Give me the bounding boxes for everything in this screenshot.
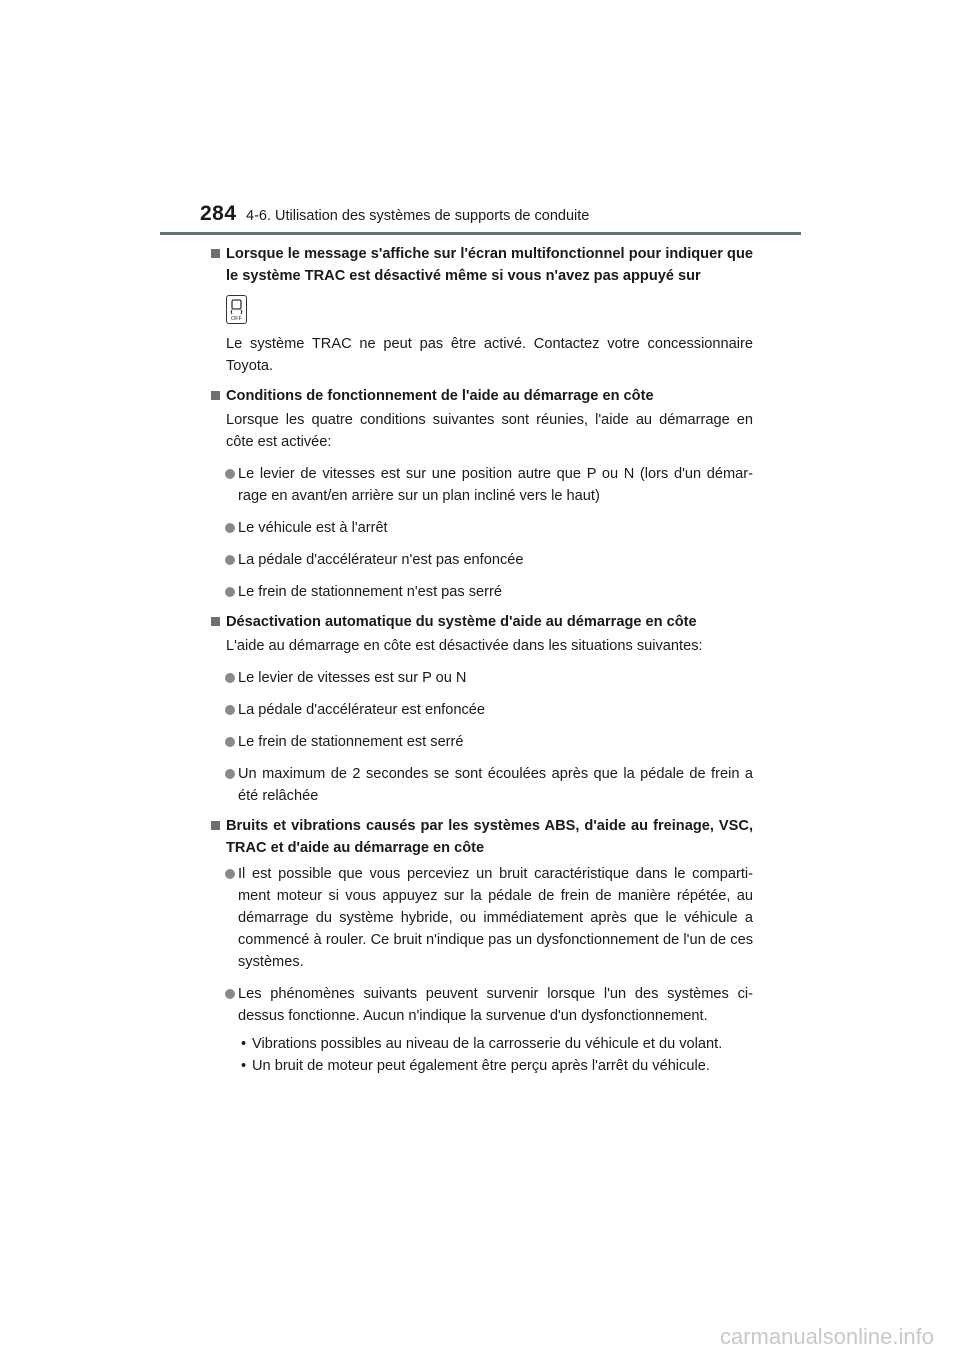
auto-cancel-intro: L'aide au démarrage en côte est désactivée dans les situations suivantes: [226,638,703,654]
page-number: 284 [200,202,237,225]
list-item: Les phénomènes suivants peuvent survenir lorsque l'un des systèmes ci- dessus fonctionne. Aucun n'indique la survenue d'un dysfonctionnement. [211,983,753,1027]
square-bullet-icon [211,821,220,830]
circle-bullet-icon [225,587,235,597]
circle-bullet-icon [225,769,235,779]
svg-text:OFF: OFF [231,316,242,322]
circle-bullet-icon [225,555,235,565]
circle-bullet-icon [225,737,235,747]
circle-bullet-icon [225,705,235,715]
circle-bullet-icon [225,523,235,533]
circle-bullet-icon [225,469,235,479]
watermark: carmanualsonline.info [719,1324,934,1349]
list-item: La pédale d'accélérateur est enfoncée [211,699,753,721]
page-content [211,241,753,1077]
list-item: Le frein de stationnement est serré [211,731,753,753]
section-heading-trac-message: Lorsque le message s'affiche sur l'écran multifonctionnel pour indiquer que le système TRAC est désactivé même si vous n'avez pas appuyé sur [211,243,753,287]
sub-list-item: • Vibrations possibles au niveau de la carrosserie du véhicule et du volant. [241,1036,723,1052]
hill-start-intro: Lorsque les quatre conditions suivantes sont réunies, l'aide au démarrage en côte est activée: [226,412,753,450]
section-heading-noise-vibrations: Bruits et vibrations causés par les systèmes ABS, d'aide au freinage, VSC, TRAC et d'aide au démarrage en côte [211,815,753,859]
circle-bullet-icon [225,673,235,683]
list-item: Le levier de vitesses est sur une position autre que P ou N (lors d'un démar- rage en avant/en arrière sur un plan incliné vers le haut) [211,463,753,507]
section-heading-hill-start-auto-cancel: Désactivation automatique du système d'aide au démarrage en côte [211,611,753,633]
circle-bullet-icon [225,989,235,999]
trac-off-icon [226,295,247,324]
list-item: Il est possible que vous perceviez un bruit caractéristique dans le comparti- ment moteur si vous appuyez sur la pédale de frein de manière répétée, au démarrage du système hybride, ou immédiatement après que le véhicule a commencé à rouler. Ce bruit n'indique pas un dysfonctionnement de l'un de ces systèmes. [211,863,753,973]
header-rule [160,232,801,235]
chapter-title: 4-6. Utilisation des systèmes de supports de conduite [246,208,590,224]
list-item: Le véhicule est à l'arrêt [211,517,753,539]
list-item: La pédale d'accélérateur n'est pas enfoncée [211,549,753,571]
list-item: Le frein de stationnement n'est pas serré [211,581,753,603]
circle-bullet-icon [225,869,235,879]
trac-off-icon-row [211,291,753,331]
section-heading-hill-start-conditions: Conditions de fonctionnement de l'aide au démarrage en côte [211,385,753,407]
square-bullet-icon [211,249,220,258]
sub-list-item: • Un bruit de moteur peut également être perçu après l'arrêt du véhicule. [241,1058,710,1074]
square-bullet-icon [211,391,220,400]
list-item: Un maximum de 2 secondes se sont écoulées après que la pédale de frein a été relâchée [211,763,753,807]
square-bullet-icon [211,617,220,626]
page-header [0,0,960,240]
list-item: Le levier de vitesses est sur P ou N [211,667,753,689]
trac-message-text: Le système TRAC ne peut pas être activé. Contactez votre concessionnaire Toyota. [226,336,753,374]
